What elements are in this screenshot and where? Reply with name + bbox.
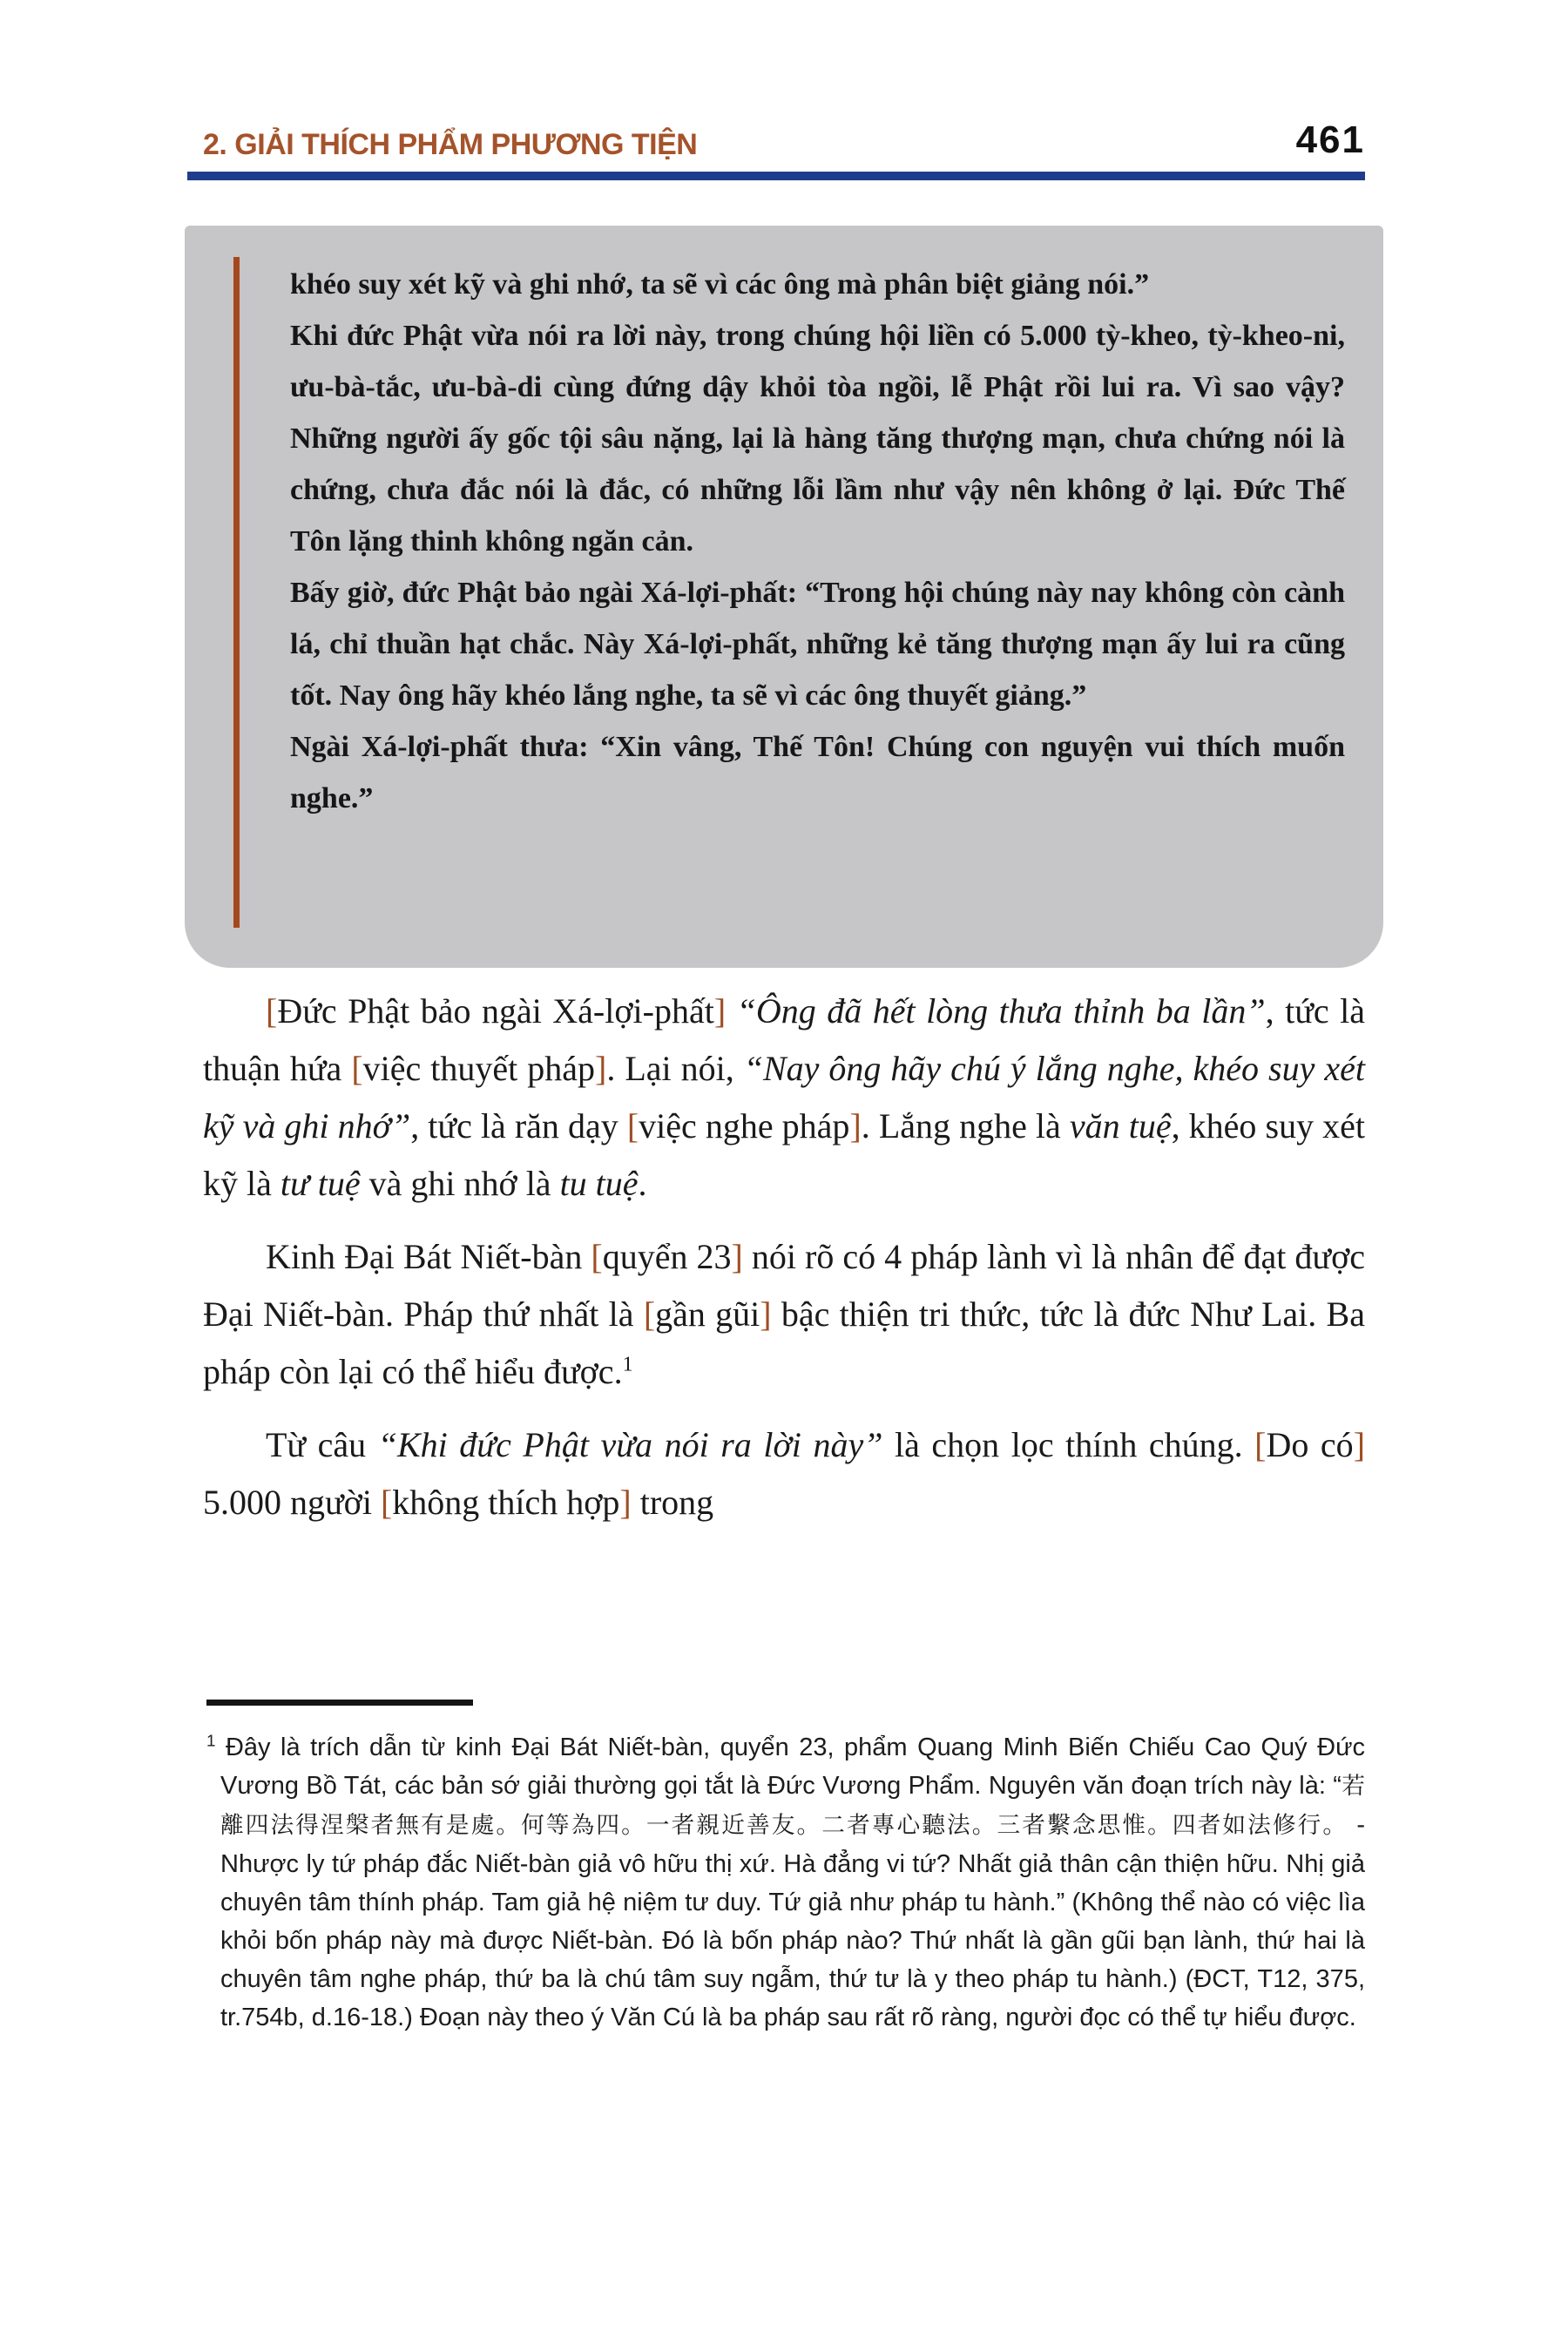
text-segment: . Lắng nghe là xyxy=(861,1106,1070,1146)
footnote-divider xyxy=(206,1700,473,1706)
text-segment: không thích hợp xyxy=(392,1483,620,1522)
text-segment: ] xyxy=(731,1237,743,1276)
text-segment: gần gũi xyxy=(655,1294,760,1334)
text-segment: ] xyxy=(760,1294,772,1334)
quote-paragraph: khéo suy xét kỹ và ghi nhớ, ta sẽ vì các ông mà phân biệt giảng nói.” xyxy=(290,268,1150,301)
body-paragraph xyxy=(203,1228,1365,1401)
text-segment: [ xyxy=(351,1049,363,1088)
text-segment: là chọn lọc thính chúng. xyxy=(882,1425,1255,1464)
body-paragraph xyxy=(203,983,1365,1213)
text-segment: Đây là trích dẫn từ kinh Đại Bát Niết-bàn, quyển 23, phẩm Quang Minh Biến Chiếu Cao Quý Đức Vương Bồ Tát, các bản sớ giải thường gọi tắt là Đức Vương Phẩm. Nguyên văn đoạn trích này là: “ xyxy=(215,1734,1365,1800)
text-segment: 若離四法得涅槃者無有是處。何等為四。一者親近善友。二者專心聽法。三者繫念思惟。四者如法修行。 xyxy=(220,1773,1365,1839)
text-segment: “Ông đã hết lòng thưa thỉnh ba lần” xyxy=(736,991,1266,1031)
text-segment: nói rõ có 4 pháp lành vì là nhân để đạt được Đại Niết-bàn. Pháp thứ nhất là xyxy=(203,1237,1366,1334)
text-segment: Từ câu xyxy=(266,1425,378,1464)
text-segment: “Nay ông hãy chú ý lắng nghe, khéo suy xét kỹ và ghi nhớ” xyxy=(203,1049,1365,1146)
commentary-body xyxy=(203,983,1365,1547)
text-segment: , tức là răn dạy xyxy=(410,1106,627,1146)
text-segment xyxy=(726,991,736,1031)
text-segment: - Nhược ly tứ pháp đắc Niết-bàn giả vô hữu thị xứ. Hà đẳng vi tứ? Nhất giả thân cận thiện hữu. Nhị giả chuyên tâm thính pháp. Tam giả hệ niệm tư duy. Tứ giả như pháp tu hành.” (Không thể nào có việc lìa khỏi bốn pháp này mà được Niết-bàn. Đó là bốn pháp nào? Thứ nhất là gần gũi bạn lành, thứ hai là chuyên tâm nghe pháp, thứ ba là chú tâm suy ngẫm, thứ tư là y theo pháp tu hành.) (ĐCT, T12, 375, tr.754b, d.16-18.) Đoạn này theo ý Văn Cú là ba pháp sau rất rõ ràng, người đọc có thể tự hiểu được. xyxy=(220,1811,1365,2031)
text-segment: và ghi nhớ là xyxy=(360,1164,560,1203)
text-segment: 1 xyxy=(206,1731,216,1750)
text-segment: “Khi đức Phật vừa nói ra lời này” xyxy=(377,1425,883,1464)
running-head-page-number: 461 xyxy=(1295,118,1365,161)
text-segment: Kinh Đại Bát Niết-bàn xyxy=(266,1237,591,1276)
quote-text xyxy=(290,259,1345,824)
running-head-section-title: 2. GIẢI THÍCH PHẨM PHƯƠNG TIỆN xyxy=(203,128,698,161)
text-segment: [ xyxy=(591,1237,603,1276)
text-segment: [ xyxy=(266,991,278,1031)
text-segment: ] xyxy=(1353,1425,1366,1464)
text-segment: , khéo suy xét kỹ là xyxy=(203,1106,1366,1203)
text-segment: [ xyxy=(380,1483,393,1522)
quote-accent-bar xyxy=(233,257,240,928)
text-segment: [ xyxy=(1254,1425,1267,1464)
text-segment: 1 xyxy=(622,1353,633,1376)
text-segment: Đức Phật bảo ngài Xá-lợi-phất xyxy=(277,991,714,1031)
text-segment: [ xyxy=(643,1294,656,1334)
text-segment: . Lại nói, xyxy=(606,1049,744,1088)
text-segment: ] xyxy=(713,991,727,1031)
text-segment: việc thuyết pháp xyxy=(362,1049,595,1088)
text-segment: 5.000 người xyxy=(203,1483,381,1522)
quote-paragraph: Ngài Xá-lợi-phất thưa: “Xin vâng, Thế Tôn! Chúng con nguyện vui thích muốn nghe.” xyxy=(290,731,1345,814)
header-rule-divider xyxy=(187,172,1365,180)
quote-paragraph: Bấy giờ, đức Phật bảo ngài Xá-lợi-phất: “Trong hội chúng này nay không còn cành lá, chỉ thuần hạt chắc. Này Xá-lợi-phất, những kẻ tăng thượng mạn ấy lui ra cũng tốt. Nay ông hãy khéo lắng nghe, ta sẽ vì các ông thuyết giảng.” xyxy=(290,577,1345,712)
text-segment: bậc thiện tri thức, tức là đức Như Lai. Ba pháp còn lại có thể hiểu được. xyxy=(203,1294,1365,1391)
text-segment: việc nghe pháp xyxy=(639,1106,850,1146)
text-segment: tư tuệ xyxy=(280,1164,361,1203)
sutra-quote-block xyxy=(185,226,1383,968)
text-segment: trong xyxy=(631,1483,714,1522)
text-segment: ] xyxy=(595,1049,607,1088)
text-segment: Do có xyxy=(1266,1425,1354,1464)
text-segment: văn tuệ xyxy=(1069,1106,1172,1146)
text-segment: tu tuệ xyxy=(559,1164,639,1203)
text-segment: ] xyxy=(619,1483,632,1522)
text-segment: . xyxy=(638,1164,647,1203)
body-paragraph xyxy=(203,1416,1365,1531)
footnote-text xyxy=(206,1728,1365,2037)
text-segment: ] xyxy=(849,1106,862,1146)
text-segment: [ xyxy=(626,1106,639,1146)
quote-paragraph: Khi đức Phật vừa nói ra lời này, trong chúng hội liền có 5.000 tỳ-kheo, tỳ-kheo-ni, ưu-bà-tắc, ưu-bà-di cùng đứng dậy khỏi tòa ngồi, lễ Phật rồi lui ra. Vì sao vậy? Những người ấy gốc tội sâu nặng, lại là hàng tăng thượng mạn, chưa chứng nói là chứng, chưa đắc nói là đắc, có những lỗi lầm như vậy nên không ở lại. Đức Thế Tôn lặng thinh không ngăn cản. xyxy=(290,320,1345,558)
text-segment: quyển 23 xyxy=(602,1237,732,1276)
text-segment: , tức là thuận hứa xyxy=(203,991,1365,1088)
